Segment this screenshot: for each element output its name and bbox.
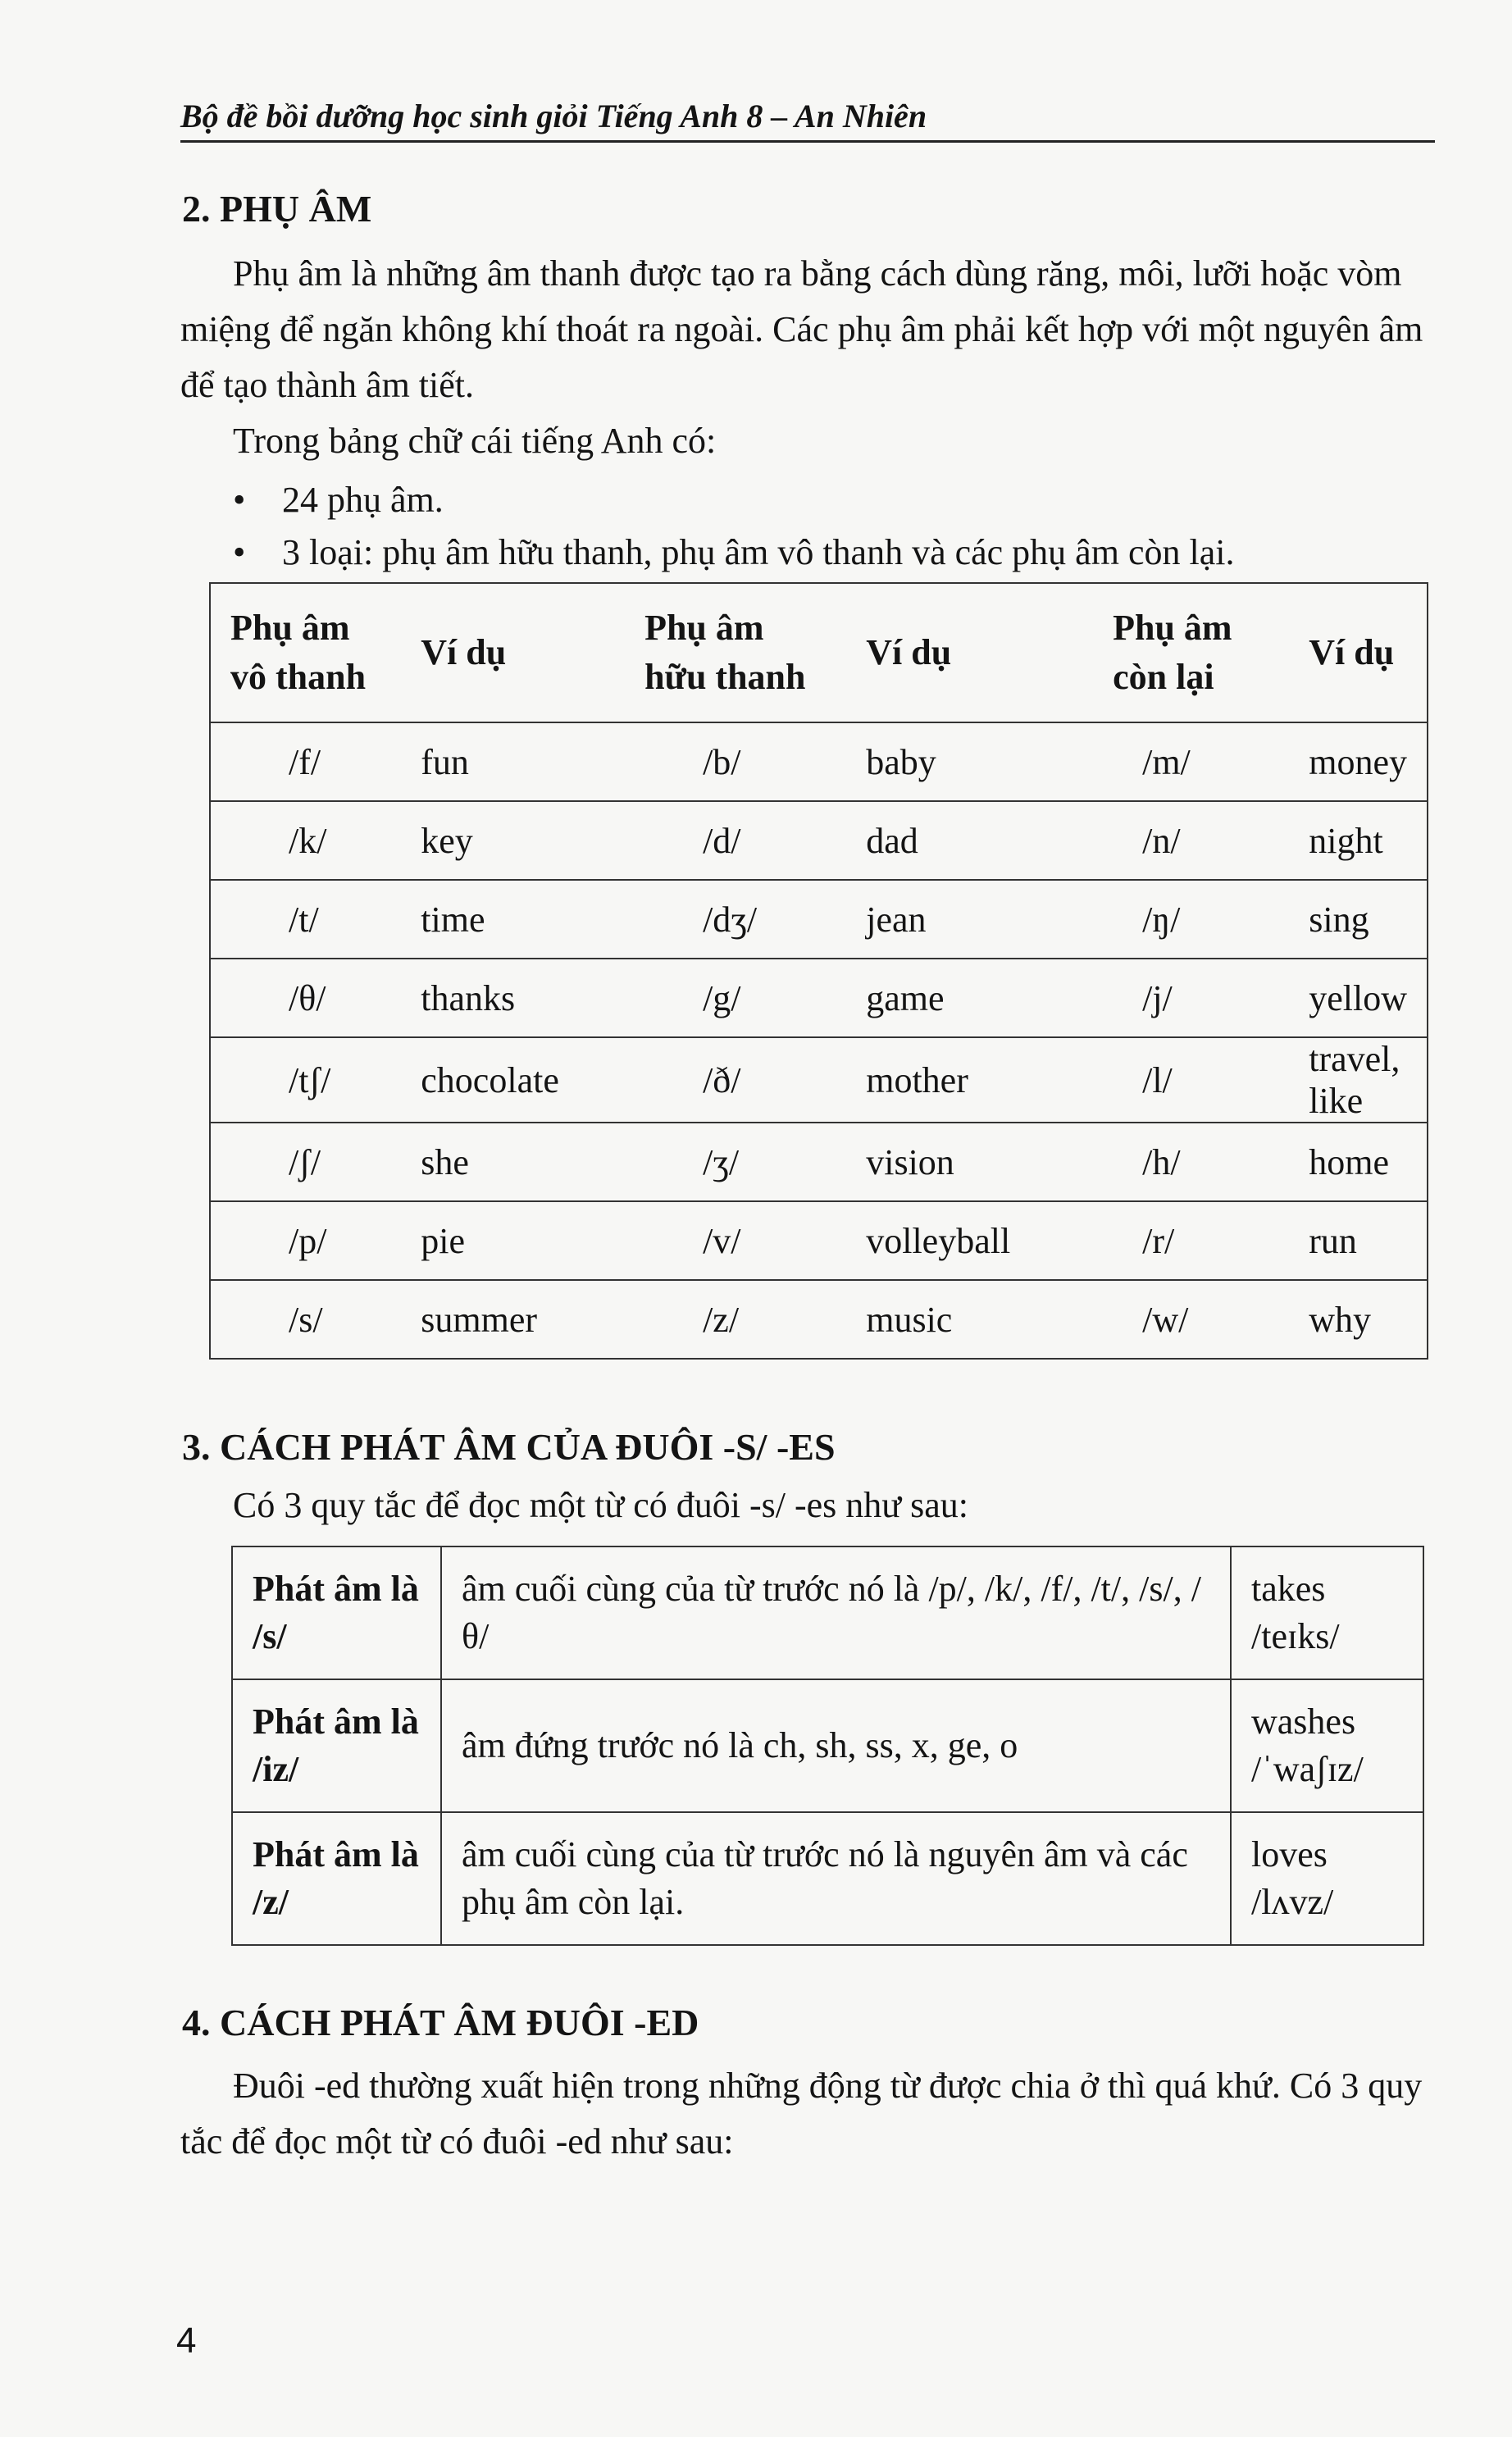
table-cell: /k/ xyxy=(210,801,401,880)
page-number: 4 xyxy=(176,2321,197,2361)
table-cell: baby xyxy=(846,722,1093,801)
table-cell: /b/ xyxy=(625,722,846,801)
table-cell: volleyball xyxy=(846,1201,1093,1280)
alphabet-intro: Trong bảng chữ cái tiếng Anh có: xyxy=(233,421,717,461)
running-header: Bộ đề bồi dưỡng học sinh giỏi Tiếng Anh 8 – An Nhiên xyxy=(180,97,1435,143)
table-cell: /j/ xyxy=(1093,959,1289,1037)
header-cell: Ví dụ xyxy=(1289,583,1428,722)
table-cell: /ŋ/ xyxy=(1093,880,1289,959)
consonant-table xyxy=(209,582,1428,1360)
table-cell: /s/ xyxy=(210,1280,401,1359)
table-cell: /dʒ/ xyxy=(625,880,846,959)
table-cell: jean xyxy=(846,880,1093,959)
table-cell: /g/ xyxy=(625,959,846,1037)
bullet-item xyxy=(233,531,1234,573)
example-word: loves xyxy=(1251,1834,1328,1874)
section-3-intro: Có 3 quy tắc để đọc một từ có đuôi -s/ -es như sau: xyxy=(233,1485,968,1525)
table-cell: /t/ xyxy=(210,880,401,959)
example-ipa: /ˈwaʃɪz/ xyxy=(1251,1749,1364,1789)
table-cell: /ð/ xyxy=(625,1037,846,1123)
rule-label: Phát âm là /s/ xyxy=(232,1546,441,1679)
table-row xyxy=(210,722,1428,801)
table-row xyxy=(210,1037,1428,1123)
table-cell: /z/ xyxy=(625,1280,846,1359)
table-row xyxy=(210,880,1428,959)
table-cell: money xyxy=(1289,722,1428,801)
table-row xyxy=(232,1812,1423,1945)
table-cell: music xyxy=(846,1280,1093,1359)
table-cell: pie xyxy=(401,1201,625,1280)
table-cell: time xyxy=(401,880,625,959)
header-cell: Ví dụ xyxy=(846,583,1093,722)
table-cell: /r/ xyxy=(1093,1201,1289,1280)
table-row xyxy=(210,1201,1428,1280)
example-word: takes xyxy=(1251,1569,1326,1609)
example-word: washes xyxy=(1251,1701,1356,1742)
table-row xyxy=(232,1546,1423,1679)
section-4-line-2: Có 3 quy tắc để đọc một từ có đuôi -ed như sau: xyxy=(180,2066,1423,2161)
bullet-item xyxy=(233,479,444,521)
bullet-text: 3 loại: phụ âm hữu thanh, phụ âm vô thanh và các phụ âm còn lại. xyxy=(282,532,1235,572)
header-cell: Phụ âm còn lại xyxy=(1093,583,1289,722)
table-cell: key xyxy=(401,801,625,880)
section-4-line-1: Đuôi -ed thường xuất hiện trong những động từ được chia ở thì quá khứ. xyxy=(233,2066,1281,2106)
rule-text: âm đứng trước nó là ch, sh, ss, x, ge, o xyxy=(441,1679,1231,1812)
table-cell: mother xyxy=(846,1037,1093,1123)
header-cell: Phụ âm vô thanh xyxy=(210,583,401,722)
table-cell: /w/ xyxy=(1093,1280,1289,1359)
table-cell: why xyxy=(1289,1280,1428,1359)
header-cell: Phụ âm hữu thanh xyxy=(625,583,846,722)
section-2-title: 2. PHỤ ÂM xyxy=(182,188,372,230)
section-3-title: 3. CÁCH PHÁT ÂM CỦA ĐUÔI -S/ -ES xyxy=(182,1426,836,1468)
table-cell: /tʃ/ xyxy=(210,1037,401,1123)
rule-example xyxy=(1231,1679,1423,1812)
section-4-title: 4. CÁCH PHÁT ÂM ĐUÔI -ED xyxy=(182,2002,699,2043)
table-cell: sing xyxy=(1289,880,1428,959)
table-row xyxy=(210,1280,1428,1359)
table-cell: /n/ xyxy=(1093,801,1289,880)
table-cell: night xyxy=(1289,801,1428,880)
example-ipa: /lʌvz/ xyxy=(1251,1882,1334,1922)
table-cell: /h/ xyxy=(1093,1123,1289,1201)
table-cell: /f/ xyxy=(210,722,401,801)
rule-text: âm cuối cùng của từ trước nó là nguyên âm và các phụ âm còn lại. xyxy=(441,1812,1231,1945)
rule-label: Phát âm là /iz/ xyxy=(232,1679,441,1812)
table-cell: fun xyxy=(401,722,625,801)
rule-text: âm cuối cùng của từ trước nó là /p/, /k/, /f/, /t/, /s/, /θ/ xyxy=(441,1546,1231,1679)
bullet-text: 24 phụ âm. xyxy=(282,480,444,520)
table-cell: chocolate xyxy=(401,1037,625,1123)
table-cell: /ʒ/ xyxy=(625,1123,846,1201)
section-4-paragraph xyxy=(180,2058,1435,2170)
bullet-icon: • xyxy=(233,532,246,572)
bullet-icon: • xyxy=(233,480,246,520)
table-cell: /p/ xyxy=(210,1201,401,1280)
table-row xyxy=(210,1123,1428,1201)
table-header-row xyxy=(210,583,1428,722)
table-cell: /ʃ/ xyxy=(210,1123,401,1201)
table-cell: dad xyxy=(846,801,1093,880)
table-cell: yellow xyxy=(1289,959,1428,1037)
table-cell: run xyxy=(1289,1201,1428,1280)
example-ipa: /teɪks/ xyxy=(1251,1616,1340,1656)
table-cell: thanks xyxy=(401,959,625,1037)
rule-example xyxy=(1231,1546,1423,1679)
table-cell: home xyxy=(1289,1123,1428,1201)
table-cell: /d/ xyxy=(625,801,846,880)
header-cell: Ví dụ xyxy=(401,583,625,722)
table-cell: she xyxy=(401,1123,625,1201)
table-cell: /l/ xyxy=(1093,1037,1289,1123)
table-cell: travel, like xyxy=(1289,1037,1428,1123)
table-cell: /m/ xyxy=(1093,722,1289,801)
rule-label: Phát âm là /z/ xyxy=(232,1812,441,1945)
table-cell: summer xyxy=(401,1280,625,1359)
table-cell: /θ/ xyxy=(210,959,401,1037)
table-cell: vision xyxy=(846,1123,1093,1201)
section-2-paragraph: Phụ âm là những âm thanh được tạo ra bằng cách dùng răng, môi, lưỡi hoặc vòm miệng để ngăn không khí thoát ra ngoài. Các phụ âm phải kết hợp với một nguyên âm để tạo thành âm tiết. xyxy=(180,253,1423,405)
s-es-rules-table xyxy=(231,1546,1424,1946)
table-row xyxy=(210,801,1428,880)
table-row xyxy=(210,959,1428,1037)
table-row xyxy=(232,1679,1423,1812)
rule-example xyxy=(1231,1812,1423,1945)
table-cell: /v/ xyxy=(625,1201,846,1280)
table-cell: game xyxy=(846,959,1093,1037)
